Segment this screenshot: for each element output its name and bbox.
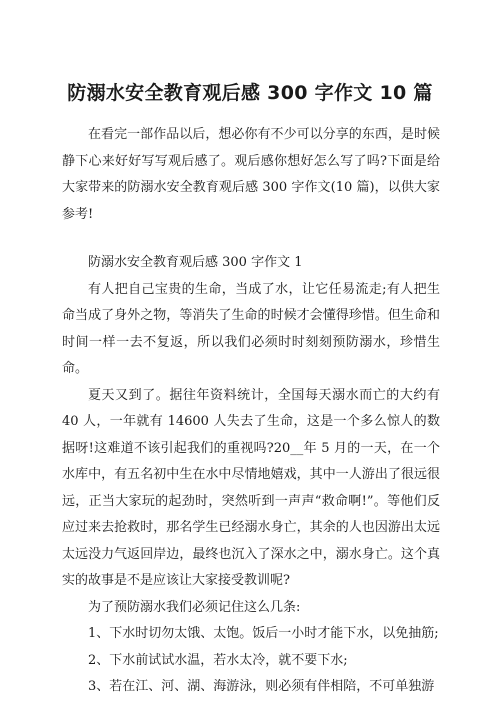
body-paragraph: 有人把自己宝贵的生命，当成了水，让它任易流走;有人把生命当成了身外之物，等消失了生命的时候才会懂得珍惜。但生命和时间一样一去不复返，所以我们必须时时刻刻预防溺水，珍惜生命。 — [62, 281, 440, 376]
document-body — [62, 122, 440, 701]
intro-paragraph: 在看完一部作品以后，想必你有不少可以分享的东西，是时候静下心来好好写写观后感了。观后感你想好怎么写了吗?下面是给大家带来的防溺水安全教育观后感 300 字作文(10 篇)，以供大家参考! — [62, 127, 440, 222]
list-item: 2、下水前试试水温，若水太冷，就不要下水; — [88, 652, 348, 668]
body-paragraph: 为了预防溺水我们必须记住这么几条: — [88, 599, 301, 615]
document-title: 防溺水安全教育观后感 300 字作文 10 篇 — [67, 82, 433, 104]
essay-heading: 防溺水安全教育观后感 300 字作文 1 — [88, 255, 303, 270]
body-paragraph: 夏天又到了。据往年资料统计，全国每天溺水而亡的大约有 40 人，一年就有 14600 人失去了生命，这是一个多么惊人的数据呀!这难道不该引起我们的重视吗?20__年 5 月的一天，在一个水库中，有五名初中生在水中尽情地嬉戏，其中一人游出了很远很远，正当大家玩的起劲时，突然听到一声声“救命啊!”。等他们反应过来去抢救时，那名学生已经溺水身亡，其余的人也因游出太远太远没力气返回岸边，最终也沉入了深水之中，溺水身亡。这个真实的故事是不是应该让大家接受教训呢? — [62, 387, 440, 588]
list-item: 3、若在江、河、湖、海游泳，则必须有伴相陪，不可单独游 — [88, 679, 435, 694]
list-item: 1、下水时切勿太饿、太饱。饭后一小时才能下水，以免抽筋; — [88, 626, 439, 641]
